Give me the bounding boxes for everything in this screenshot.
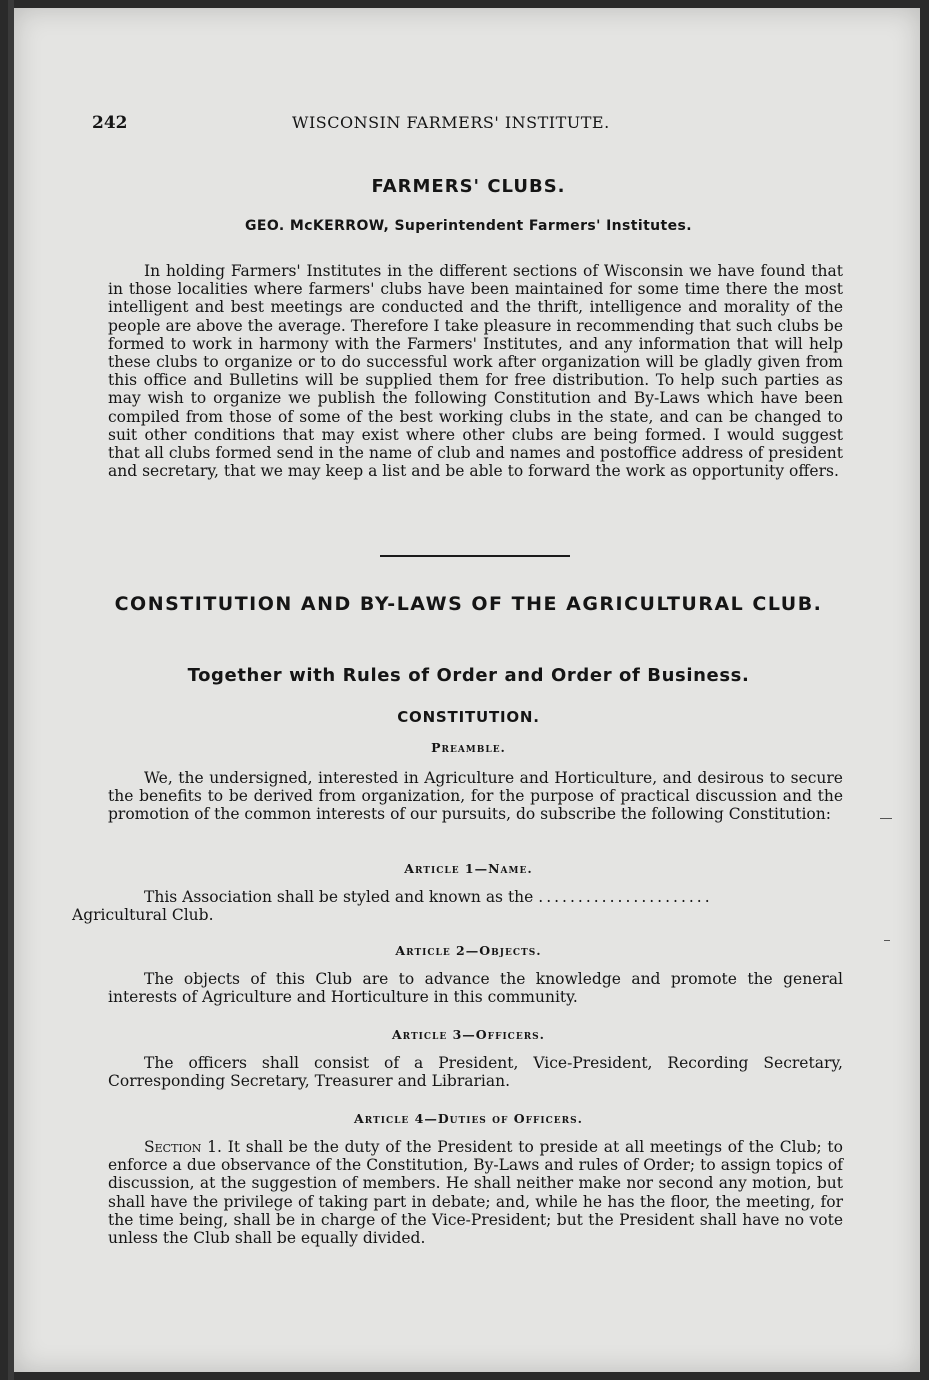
section-1-label: Section 1.	[144, 1138, 222, 1156]
preamble-heading: Preamble.	[431, 740, 506, 755]
constitution-title: CONSTITUTION AND BY-LAWS OF THE AGRICULTURAL CLUB.	[114, 593, 823, 615]
article-title: FARMERS' CLUBS.	[371, 176, 566, 197]
running-head: WISCONSIN FARMERS' INSTITUTE.	[292, 113, 610, 132]
article-1-text	[72, 888, 843, 925]
preamble-text: We, the undersigned, interested in Agriculture and Horticulture, and desirous to secure the benefits to be derived from organization, for the purpose of practical discussion and the promotion of the common interests of our pursuits, do subscribe the following Constitution:	[108, 769, 843, 824]
article-1-text-end: Agricultural Club.	[72, 906, 214, 925]
byline: GEO. McKERROW, Superintendent Farmers' Institutes.	[245, 218, 692, 234]
blank-dots: ......................	[538, 888, 713, 906]
article-1-heading: Article 1—Name.	[404, 861, 533, 876]
subtitle: Together with Rules of Order and Order of Business.	[187, 665, 750, 686]
page-header	[92, 113, 847, 137]
article-3-text: The officers shall consist of a President, Vice-President, Recording Secretary, Corresponding Secretary, Treasurer and Librarian.	[108, 1054, 843, 1091]
article-1-text-start: This Association shall be styled and known as the	[144, 888, 534, 906]
intro-paragraph: In holding Farmers' Institutes in the different sections of Wisconsin we have found that in those localities where farmers' clubs have been maintained for some time there the most intelligent and best meetings are conducted and the thrift, intelligence and morality of the people are above the average. Therefore I take pleasure in recommending that such clubs be formed to work in harmony with the Farmers' Institutes, and any information that will help these clubs to organize or to do successful work after organization will be gladly given from this office and Bulletins will be supplied them for free distribution. To help such parties as may wish to organize we publish the following Constitution and By-Laws which have been compiled from those of some of the best working clubs in the state, and can be changed to suit other conditions that may exist where other clubs are being formed. I would suggest that all clubs formed send in the name of club and names and postoffice address of president and secretary, that we may keep a list and be able to forward the work as opportunity offers.	[108, 262, 843, 481]
article-4-heading: Article 4—Duties of Officers.	[354, 1111, 583, 1126]
article-3-heading: Article 3—Officers.	[391, 1027, 546, 1042]
section-divider	[380, 555, 570, 557]
page-number: 242	[92, 113, 128, 133]
margin-mark	[884, 940, 890, 941]
constitution-heading: CONSTITUTION.	[397, 708, 540, 726]
section-1-body: It shall be the duty of the President to preside at all meetings of the Club; to enforce a due observance of the Constitution, By-Laws and rules of Order; to assign topics of discussion, at the suggestion of members. He shall neither make nor second any motion, but shall have the privilege of taking part in debate; and, while he has the floor, the meeting, for the time being, shall be in charge of the Vice-President; but the President shall have no vote unless the Club shall be equally divided.	[108, 1138, 843, 1248]
margin-mark	[880, 818, 892, 819]
article-2-text: The objects of this Club are to advance the knowledge and promote the general interests of Agriculture and Horticulture in this community.	[108, 970, 843, 1007]
article-2-heading: Article 2—Objects.	[395, 943, 542, 958]
section-1-text	[108, 1138, 843, 1247]
